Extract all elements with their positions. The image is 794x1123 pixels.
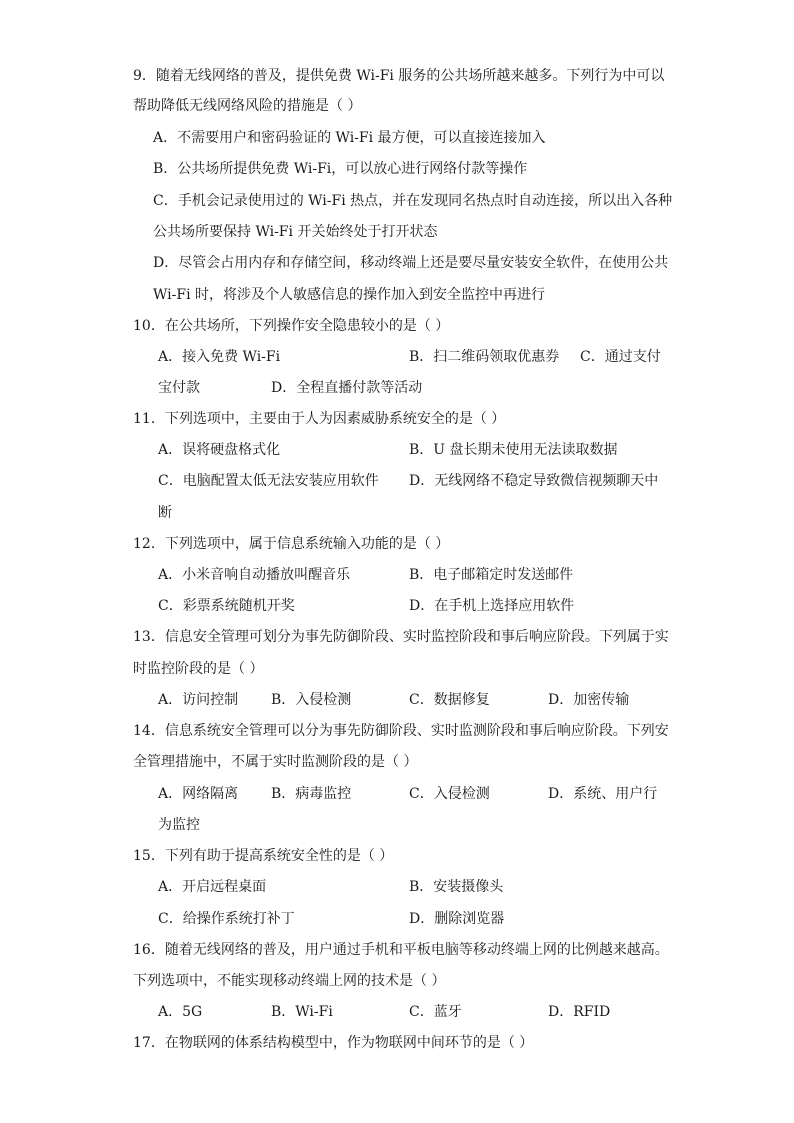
question-15-option-a: A．开启远程桌面 (158, 879, 267, 895)
question-13-stem-line-2: 时监控阶段的是（ ） (133, 661, 264, 677)
question-10-option-b: B．扫二维码领取优惠券 (409, 349, 560, 365)
question-14-option-d-line-1: D．系统、用户行 (548, 786, 658, 802)
question-9-option-d-line-2: Wi-Fi 时，将涉及个人敏感信息的操作加入到安全监控中再进行 (153, 287, 545, 303)
question-16-stem-line-1: 16．随着无线网络的普及，用户通过手机和平板电脑等移动终端上网的比例越来越高。 (133, 942, 669, 958)
question-11-option-d-line-1: D．无线网络不稳定导致微信视频聊天中 (409, 473, 659, 489)
question-12-option-b: B．电子邮箱定时发送邮件 (409, 567, 574, 583)
question-9-option-a: A．不需要用户和密码验证的 Wi-Fi 最方便，可以直接连接加入 (153, 130, 546, 146)
question-10-option-a: A．接入免费 Wi-Fi (158, 349, 281, 365)
question-9-stem-line-2: 帮助降低无线网络风险的措施是（ ） (133, 98, 362, 114)
question-12-stem: 12．下列选项中，属于信息系统输入功能的是（ ） (133, 536, 450, 552)
question-14-stem-line-2: 全管理措施中，不属于实时监测阶段的是（ ） (133, 754, 418, 770)
question-14-option-a: A．网络隔离 (158, 786, 239, 802)
question-14-option-d-line-2: 为监控 (158, 817, 200, 833)
question-15-option-d: D．删除浏览器 (409, 911, 505, 927)
question-11-option-c: C．电脑配置太低无法安装应用软件 (158, 473, 379, 489)
question-15-option-b: B．安装摄像头 (409, 879, 504, 895)
question-11-option-a: A．误将硬盘格式化 (158, 442, 281, 458)
question-9-option-d-line-1: D．尽管会占用内存和存储空间，移动终端上还是要尽量安装安全软件，在使用公共 (153, 255, 669, 271)
question-12-option-d: D．在手机上选择应用软件 (409, 598, 575, 614)
question-15-stem: 15．下列有助于提高系统安全性的是（ ） (133, 848, 394, 864)
question-9-option-c-line-2: 公共场所要保持 Wi-Fi 开关始终处于打开状态 (153, 224, 438, 240)
question-13-option-b: B．入侵检测 (271, 692, 352, 708)
question-14-option-b: B．病毒监控 (271, 786, 352, 802)
question-11-stem: 11．下列选项中，主要由于人为因素威胁系统安全的是（ ） (133, 411, 506, 427)
question-16-option-c: C．蓝牙 (409, 1004, 462, 1020)
question-16-stem-line-2: 下列选项中，不能实现移动终端上网的技术是（ ） (133, 973, 446, 989)
question-15-option-c: C．给操作系统打补丁 (158, 911, 295, 927)
question-13-stem-line-1: 13．信息安全管理可划分为事先防御阶段、实时监控阶段和事后响应阶段。下列属于实 (133, 629, 669, 645)
question-13-option-a: A．访问控制 (158, 692, 239, 708)
question-16-option-d: D．RFID (548, 1004, 611, 1020)
question-13-option-c: C．数据修复 (409, 692, 490, 708)
question-10-option-d: D．全程直播付款等活动 (271, 380, 423, 396)
question-12-option-c: C．彩票系统随机开奖 (158, 598, 295, 614)
question-16-option-a: A．5G (158, 1004, 203, 1020)
question-10-option-c-line-1: C．通过支付 (580, 349, 661, 365)
question-12-option-a: A．小米音响自动播放叫醒音乐 (158, 567, 351, 583)
question-9-option-c-line-1: C．手机会记录使用过的 Wi-Fi 热点，并在发现同名热点时自动连接，所以出入各种 (153, 193, 673, 209)
question-14-stem-line-1: 14．信息系统安全管理可以分为事先防御阶段、实时监测阶段和事后响应阶段。下列安 (133, 723, 669, 739)
question-10-option-c-line-2: 宝付款 (158, 380, 200, 396)
question-14-option-c: C．入侵检测 (409, 786, 490, 802)
question-17-stem: 17．在物联网的体系结构模型中，作为物联网中间环节的是（ ） (133, 1035, 534, 1051)
question-11-option-d-line-2: 断 (158, 505, 172, 521)
question-9-stem-line-1: 9．随着无线网络的普及，提供免费 Wi-Fi 服务的公共场所越来越多。下列行为中可以 (133, 68, 665, 84)
question-9-option-b: B．公共场所提供免费 Wi-Fi，可以放心进行网络付款等操作 (153, 161, 528, 177)
question-11-option-b: B．U 盘长期未使用无法读取数据 (409, 442, 618, 458)
question-16-option-b: B．Wi-Fi (271, 1004, 333, 1020)
question-13-option-d: D．加密传输 (548, 692, 630, 708)
question-10-stem: 10．在公共场所，下列操作安全隐患较小的是（ ） (133, 318, 450, 334)
